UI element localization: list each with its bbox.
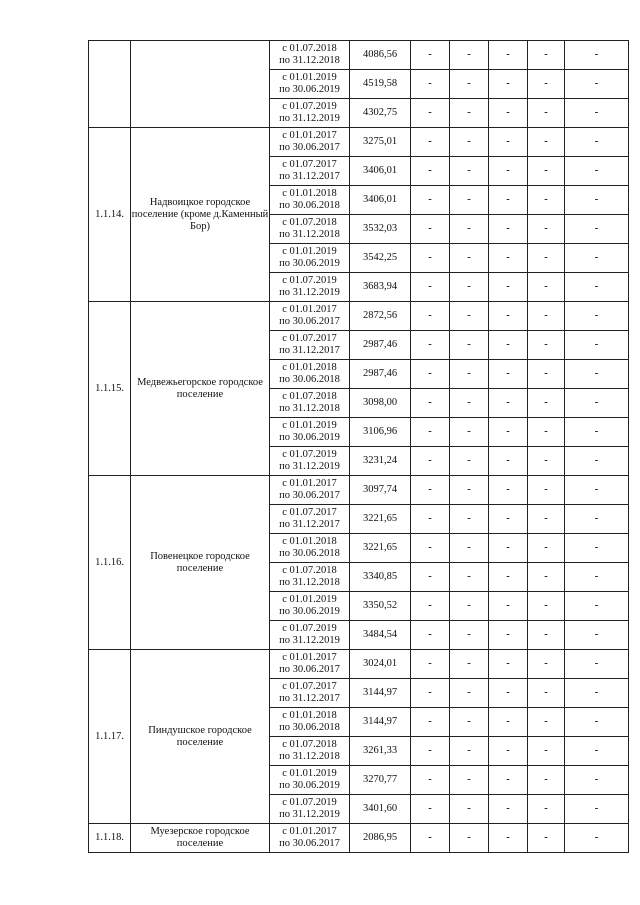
period-end: по 30.06.2019 xyxy=(279,780,340,791)
empty-value-cell: - xyxy=(411,592,450,621)
period-cell xyxy=(270,650,350,679)
settlement-name: Надвоицкое городское поселение (кроме д.Каменный Бор) xyxy=(131,128,270,302)
empty-value-cell: - xyxy=(565,70,629,99)
empty-value-cell: - xyxy=(489,563,528,592)
empty-value-cell: - xyxy=(450,592,489,621)
empty-value-cell: - xyxy=(489,302,528,331)
period-end: по 31.12.2019 xyxy=(279,461,340,472)
period-end: по 30.06.2019 xyxy=(279,432,340,443)
table-row xyxy=(89,302,629,331)
period-cell xyxy=(270,128,350,157)
period-start: с 01.01.2019 xyxy=(282,246,337,257)
period-start: с 01.07.2017 xyxy=(282,507,337,518)
period-end: по 30.06.2017 xyxy=(279,838,340,849)
period-start: с 01.01.2017 xyxy=(282,304,337,315)
empty-value-cell: - xyxy=(450,157,489,186)
period-start: с 01.07.2018 xyxy=(282,565,337,576)
period-cell xyxy=(270,592,350,621)
empty-value-cell: - xyxy=(489,621,528,650)
period-end: по 31.12.2017 xyxy=(279,345,340,356)
tariff-value: 3221,65 xyxy=(350,505,411,534)
empty-value-cell: - xyxy=(411,128,450,157)
tariff-value: 3097,74 xyxy=(350,476,411,505)
empty-value-cell: - xyxy=(489,534,528,563)
empty-value-cell: - xyxy=(450,737,489,766)
period-cell xyxy=(270,302,350,331)
period-cell xyxy=(270,360,350,389)
empty-value-cell: - xyxy=(489,766,528,795)
empty-value-cell: - xyxy=(411,534,450,563)
period-cell xyxy=(270,476,350,505)
empty-value-cell: - xyxy=(450,186,489,215)
period-cell xyxy=(270,418,350,447)
empty-value-cell: - xyxy=(528,592,565,621)
period-start: с 01.01.2017 xyxy=(282,652,337,663)
tariff-value: 3261,33 xyxy=(350,737,411,766)
period-cell xyxy=(270,157,350,186)
period-cell xyxy=(270,215,350,244)
tariff-value: 2987,46 xyxy=(350,331,411,360)
period-start: с 01.07.2018 xyxy=(282,217,337,228)
period-cell xyxy=(270,331,350,360)
period-end: по 30.06.2017 xyxy=(279,316,340,327)
tariff-value: 3106,96 xyxy=(350,418,411,447)
empty-value-cell: - xyxy=(411,70,450,99)
row-number: 1.1.15. xyxy=(89,302,131,476)
table-row xyxy=(89,476,629,505)
empty-value-cell: - xyxy=(411,650,450,679)
empty-value-cell: - xyxy=(450,708,489,737)
empty-value-cell: - xyxy=(450,795,489,824)
empty-value-cell: - xyxy=(450,70,489,99)
period-cell xyxy=(270,273,350,302)
empty-value-cell: - xyxy=(565,766,629,795)
period-end: по 31.12.2018 xyxy=(279,403,340,414)
empty-value-cell: - xyxy=(528,505,565,534)
empty-value-cell: - xyxy=(528,331,565,360)
period-start: с 01.01.2019 xyxy=(282,72,337,83)
empty-value-cell: - xyxy=(565,186,629,215)
empty-value-cell: - xyxy=(450,273,489,302)
empty-value-cell: - xyxy=(489,447,528,476)
empty-value-cell: - xyxy=(450,128,489,157)
tariff-value: 3340,85 xyxy=(350,563,411,592)
empty-value-cell: - xyxy=(450,621,489,650)
empty-value-cell: - xyxy=(489,273,528,302)
period-start: с 01.01.2019 xyxy=(282,768,337,779)
period-start: с 01.07.2018 xyxy=(282,43,337,54)
period-end: по 31.12.2017 xyxy=(279,693,340,704)
period-start: с 01.07.2018 xyxy=(282,391,337,402)
empty-value-cell: - xyxy=(411,273,450,302)
empty-value-cell: - xyxy=(411,418,450,447)
empty-value-cell: - xyxy=(565,215,629,244)
period-cell xyxy=(270,563,350,592)
empty-value-cell: - xyxy=(528,244,565,273)
empty-value-cell: - xyxy=(450,99,489,128)
period-end: по 31.12.2018 xyxy=(279,577,340,588)
period-cell xyxy=(270,186,350,215)
empty-value-cell: - xyxy=(411,157,450,186)
empty-value-cell: - xyxy=(528,824,565,853)
table-row xyxy=(89,41,629,70)
tariff-value: 2872,56 xyxy=(350,302,411,331)
empty-value-cell: - xyxy=(528,621,565,650)
period-start: с 01.01.2018 xyxy=(282,362,337,373)
empty-value-cell: - xyxy=(489,679,528,708)
empty-value-cell: - xyxy=(565,273,629,302)
period-cell xyxy=(270,621,350,650)
tariff-value: 3144,97 xyxy=(350,708,411,737)
empty-value-cell: - xyxy=(450,41,489,70)
empty-value-cell: - xyxy=(565,157,629,186)
empty-value-cell: - xyxy=(450,650,489,679)
empty-value-cell: - xyxy=(528,708,565,737)
period-start: с 01.07.2019 xyxy=(282,449,337,460)
empty-value-cell: - xyxy=(450,447,489,476)
period-end: по 30.06.2019 xyxy=(279,606,340,617)
empty-value-cell: - xyxy=(411,563,450,592)
period-cell xyxy=(270,447,350,476)
empty-value-cell: - xyxy=(565,360,629,389)
empty-value-cell: - xyxy=(450,389,489,418)
empty-value-cell: - xyxy=(450,766,489,795)
empty-value-cell: - xyxy=(528,360,565,389)
empty-value-cell: - xyxy=(528,41,565,70)
table-row xyxy=(89,824,629,853)
period-start: с 01.01.2018 xyxy=(282,188,337,199)
tariff-value: 4086,56 xyxy=(350,41,411,70)
empty-value-cell: - xyxy=(565,447,629,476)
empty-value-cell: - xyxy=(411,244,450,273)
period-start: с 01.07.2018 xyxy=(282,739,337,750)
period-start: с 01.01.2019 xyxy=(282,594,337,605)
row-number xyxy=(89,41,131,128)
empty-value-cell: - xyxy=(528,389,565,418)
empty-value-cell: - xyxy=(565,737,629,766)
empty-value-cell: - xyxy=(489,128,528,157)
tariff-value: 3024,01 xyxy=(350,650,411,679)
period-cell xyxy=(270,99,350,128)
period-start: с 01.01.2017 xyxy=(282,826,337,837)
empty-value-cell: - xyxy=(528,679,565,708)
empty-value-cell: - xyxy=(489,215,528,244)
empty-value-cell: - xyxy=(411,476,450,505)
table-row xyxy=(89,650,629,679)
empty-value-cell: - xyxy=(565,302,629,331)
period-start: с 01.07.2017 xyxy=(282,333,337,344)
empty-value-cell: - xyxy=(528,650,565,679)
empty-value-cell: - xyxy=(489,795,528,824)
empty-value-cell: - xyxy=(411,505,450,534)
tariff-value: 3406,01 xyxy=(350,186,411,215)
empty-value-cell: - xyxy=(489,41,528,70)
empty-value-cell: - xyxy=(565,476,629,505)
period-end: по 31.12.2019 xyxy=(279,809,340,820)
tariff-value: 3532,03 xyxy=(350,215,411,244)
tariff-value: 3401,60 xyxy=(350,795,411,824)
empty-value-cell: - xyxy=(450,302,489,331)
tariff-value: 3275,01 xyxy=(350,128,411,157)
empty-value-cell: - xyxy=(528,766,565,795)
empty-value-cell: - xyxy=(411,302,450,331)
empty-value-cell: - xyxy=(489,418,528,447)
period-cell xyxy=(270,795,350,824)
period-end: по 31.12.2018 xyxy=(279,751,340,762)
row-number: 1.1.14. xyxy=(89,128,131,302)
period-cell xyxy=(270,41,350,70)
tariff-value: 3231,24 xyxy=(350,447,411,476)
empty-value-cell: - xyxy=(528,795,565,824)
settlement-name xyxy=(131,41,270,128)
tariff-value: 3350,52 xyxy=(350,592,411,621)
empty-value-cell: - xyxy=(411,737,450,766)
empty-value-cell: - xyxy=(528,70,565,99)
period-cell xyxy=(270,766,350,795)
empty-value-cell: - xyxy=(411,766,450,795)
empty-value-cell: - xyxy=(450,244,489,273)
period-end: по 30.06.2017 xyxy=(279,664,340,675)
empty-value-cell: - xyxy=(450,563,489,592)
period-start: с 01.01.2019 xyxy=(282,420,337,431)
period-end: по 31.12.2019 xyxy=(279,113,340,124)
empty-value-cell: - xyxy=(450,360,489,389)
empty-value-cell: - xyxy=(489,244,528,273)
empty-value-cell: - xyxy=(565,592,629,621)
period-end: по 30.06.2018 xyxy=(279,200,340,211)
empty-value-cell: - xyxy=(489,186,528,215)
empty-value-cell: - xyxy=(565,505,629,534)
tariff-value: 3683,94 xyxy=(350,273,411,302)
period-end: по 30.06.2019 xyxy=(279,258,340,269)
period-cell xyxy=(270,244,350,273)
period-end: по 30.06.2018 xyxy=(279,374,340,385)
tariff-value: 2086,95 xyxy=(350,824,411,853)
period-end: по 31.12.2018 xyxy=(279,55,340,66)
empty-value-cell: - xyxy=(489,476,528,505)
empty-value-cell: - xyxy=(489,331,528,360)
tariff-value: 3542,25 xyxy=(350,244,411,273)
tariff-value: 3144,97 xyxy=(350,679,411,708)
empty-value-cell: - xyxy=(411,824,450,853)
empty-value-cell: - xyxy=(528,418,565,447)
empty-value-cell: - xyxy=(411,447,450,476)
empty-value-cell: - xyxy=(565,41,629,70)
empty-value-cell: - xyxy=(450,331,489,360)
table-body xyxy=(89,41,629,853)
empty-value-cell: - xyxy=(565,621,629,650)
period-start: с 01.07.2017 xyxy=(282,681,337,692)
period-cell xyxy=(270,534,350,563)
empty-value-cell: - xyxy=(411,795,450,824)
empty-value-cell: - xyxy=(528,273,565,302)
period-cell xyxy=(270,737,350,766)
empty-value-cell: - xyxy=(565,99,629,128)
empty-value-cell: - xyxy=(528,99,565,128)
empty-value-cell: - xyxy=(411,679,450,708)
period-end: по 31.12.2018 xyxy=(279,229,340,240)
period-start: с 01.07.2019 xyxy=(282,275,337,286)
settlement-name: Пиндушское городское поселение xyxy=(131,650,270,824)
empty-value-cell: - xyxy=(411,41,450,70)
empty-value-cell: - xyxy=(489,650,528,679)
period-end: по 30.06.2017 xyxy=(279,490,340,501)
period-cell xyxy=(270,505,350,534)
empty-value-cell: - xyxy=(489,592,528,621)
period-start: с 01.01.2017 xyxy=(282,130,337,141)
empty-value-cell: - xyxy=(411,708,450,737)
empty-value-cell: - xyxy=(565,679,629,708)
empty-value-cell: - xyxy=(411,331,450,360)
period-end: по 30.06.2018 xyxy=(279,548,340,559)
empty-value-cell: - xyxy=(528,476,565,505)
empty-value-cell: - xyxy=(489,389,528,418)
tariff-value: 4519,58 xyxy=(350,70,411,99)
empty-value-cell: - xyxy=(565,128,629,157)
empty-value-cell: - xyxy=(489,505,528,534)
empty-value-cell: - xyxy=(450,505,489,534)
row-number: 1.1.18. xyxy=(89,824,131,853)
empty-value-cell: - xyxy=(411,389,450,418)
empty-value-cell: - xyxy=(411,360,450,389)
empty-value-cell: - xyxy=(411,186,450,215)
empty-value-cell: - xyxy=(489,157,528,186)
empty-value-cell: - xyxy=(528,534,565,563)
empty-value-cell: - xyxy=(411,99,450,128)
period-start: с 01.07.2019 xyxy=(282,623,337,634)
empty-value-cell: - xyxy=(565,534,629,563)
tariff-value: 4302,75 xyxy=(350,99,411,128)
period-start: с 01.07.2017 xyxy=(282,159,337,170)
table-row xyxy=(89,128,629,157)
tariff-value: 3406,01 xyxy=(350,157,411,186)
empty-value-cell: - xyxy=(489,360,528,389)
empty-value-cell: - xyxy=(528,737,565,766)
period-end: по 30.06.2019 xyxy=(279,84,340,95)
empty-value-cell: - xyxy=(565,563,629,592)
empty-value-cell: - xyxy=(489,70,528,99)
period-cell xyxy=(270,679,350,708)
tariff-value: 3270,77 xyxy=(350,766,411,795)
empty-value-cell: - xyxy=(528,302,565,331)
period-cell xyxy=(270,708,350,737)
tariff-value: 3221,65 xyxy=(350,534,411,563)
empty-value-cell: - xyxy=(450,476,489,505)
settlement-name: Медвежьегорское городское поселение xyxy=(131,302,270,476)
tariff-value: 2987,46 xyxy=(350,360,411,389)
empty-value-cell: - xyxy=(528,157,565,186)
empty-value-cell: - xyxy=(528,563,565,592)
period-start: с 01.01.2017 xyxy=(282,478,337,489)
period-end: по 30.06.2018 xyxy=(279,722,340,733)
empty-value-cell: - xyxy=(450,418,489,447)
tariff-table xyxy=(88,40,629,853)
empty-value-cell: - xyxy=(450,824,489,853)
period-start: с 01.01.2018 xyxy=(282,536,337,547)
period-end: по 31.12.2019 xyxy=(279,635,340,646)
period-cell xyxy=(270,389,350,418)
period-end: по 31.12.2017 xyxy=(279,519,340,530)
empty-value-cell: - xyxy=(565,331,629,360)
empty-value-cell: - xyxy=(489,824,528,853)
period-start: с 01.01.2018 xyxy=(282,710,337,721)
settlement-name: Муезерское городское поселение xyxy=(131,824,270,853)
empty-value-cell: - xyxy=(411,215,450,244)
tariff-value: 3484,54 xyxy=(350,621,411,650)
empty-value-cell: - xyxy=(565,795,629,824)
empty-value-cell: - xyxy=(489,737,528,766)
empty-value-cell: - xyxy=(450,215,489,244)
settlement-name: Повенецкое городское поселение xyxy=(131,476,270,650)
empty-value-cell: - xyxy=(528,447,565,476)
empty-value-cell: - xyxy=(411,621,450,650)
empty-value-cell: - xyxy=(565,708,629,737)
period-end: по 31.12.2017 xyxy=(279,171,340,182)
period-start: с 01.07.2019 xyxy=(282,101,337,112)
empty-value-cell: - xyxy=(528,186,565,215)
empty-value-cell: - xyxy=(565,824,629,853)
period-end: по 31.12.2019 xyxy=(279,287,340,298)
empty-value-cell: - xyxy=(565,244,629,273)
empty-value-cell: - xyxy=(565,418,629,447)
empty-value-cell: - xyxy=(528,128,565,157)
empty-value-cell: - xyxy=(489,99,528,128)
period-end: по 30.06.2017 xyxy=(279,142,340,153)
tariff-value: 3098,00 xyxy=(350,389,411,418)
row-number: 1.1.16. xyxy=(89,476,131,650)
row-number: 1.1.17. xyxy=(89,650,131,824)
empty-value-cell: - xyxy=(450,534,489,563)
empty-value-cell: - xyxy=(565,650,629,679)
period-cell xyxy=(270,824,350,853)
empty-value-cell: - xyxy=(450,679,489,708)
period-cell xyxy=(270,70,350,99)
period-start: с 01.07.2019 xyxy=(282,797,337,808)
empty-value-cell: - xyxy=(565,389,629,418)
empty-value-cell: - xyxy=(489,708,528,737)
empty-value-cell: - xyxy=(528,215,565,244)
